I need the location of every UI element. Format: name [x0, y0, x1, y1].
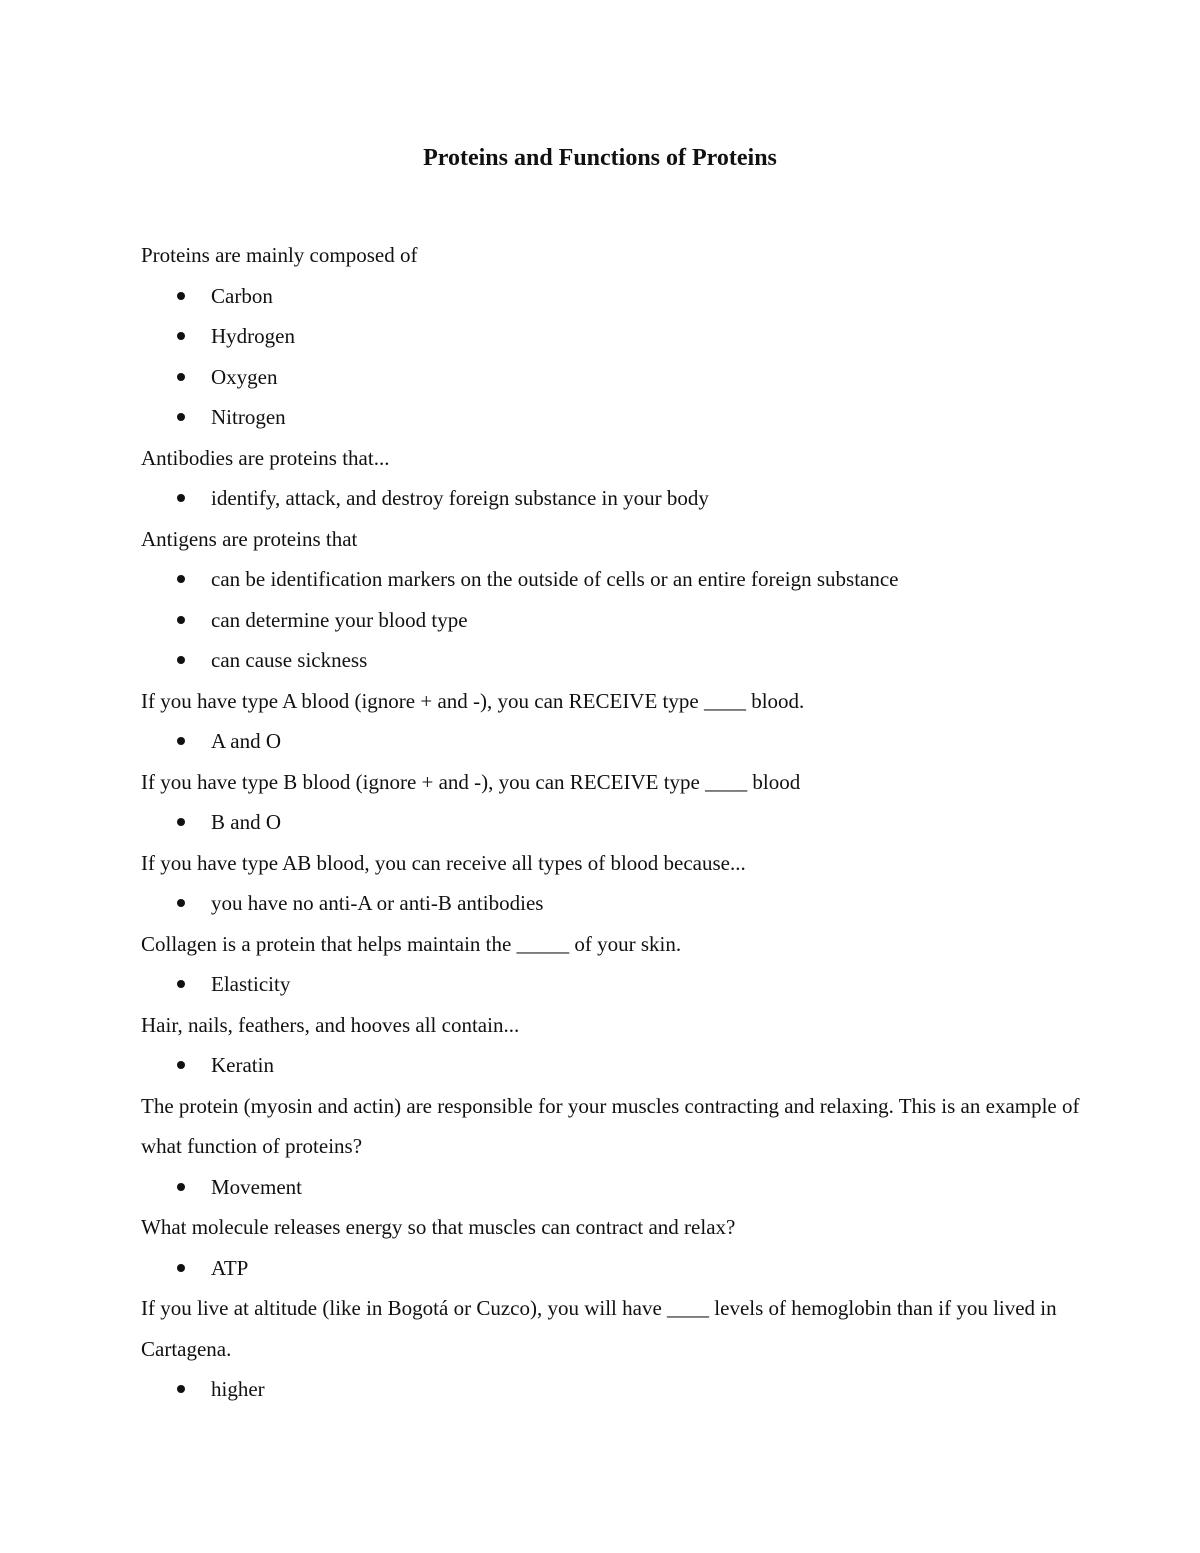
answer-item: [141, 1248, 1081, 1289]
answer-item: [141, 316, 1081, 357]
answer-item: [141, 721, 1081, 762]
answer-list: [141, 1369, 1081, 1410]
answer-text: Nitrogen: [211, 405, 286, 429]
bullet-icon: [177, 575, 185, 583]
answer-text: A and O: [211, 729, 281, 753]
answer-item: [141, 640, 1081, 681]
question-text: Collagen is a protein that helps maintain the _____ of your skin.: [141, 931, 682, 956]
question-text: If you have type A blood (ignore + and -), you can RECEIVE type ____ blood.: [141, 688, 805, 713]
answer-item: [141, 600, 1081, 641]
answer-item: [141, 883, 1081, 924]
bullet-icon: [177, 737, 185, 745]
answer-list: [141, 1248, 1081, 1289]
answer-text: Oxygen: [211, 364, 278, 389]
answer-text: can determine your blood type: [211, 607, 468, 632]
answer-item: [141, 1369, 1081, 1410]
answer-text: can cause sickness: [211, 648, 368, 672]
answer-list: [141, 478, 1081, 519]
answer-item: [141, 1167, 1081, 1208]
answer-list: [141, 1045, 1081, 1086]
answer-text: ATP: [211, 1255, 249, 1280]
bullet-icon: [177, 292, 185, 300]
document-body: [141, 235, 1081, 1410]
answer-item: [141, 276, 1081, 317]
answer-list: [141, 883, 1081, 924]
bullet-icon: [177, 1385, 185, 1393]
answer-item: [141, 397, 1081, 438]
bullet-icon: [177, 980, 185, 988]
answer-text: Movement: [211, 1174, 302, 1199]
answer-text: B and O: [211, 810, 281, 834]
bullet-icon: [177, 413, 185, 421]
document-title: Proteins and Functions of Proteins: [423, 145, 777, 171]
question-text: Proteins are mainly composed of: [141, 243, 418, 267]
answer-list: [141, 1167, 1081, 1208]
answer-text: can be identification markers on the outside of cells or an entire foreign substance: [211, 567, 899, 591]
answer-item: [141, 1045, 1081, 1086]
bullet-icon: [177, 656, 185, 664]
answer-list: [141, 721, 1081, 762]
question-text: Antibodies are proteins that...: [141, 445, 390, 470]
bullet-icon: [177, 494, 185, 502]
question-text: Antigens are proteins that: [141, 526, 358, 551]
answer-item: [141, 559, 1081, 600]
answer-item: [141, 357, 1081, 398]
answer-text: higher: [211, 1377, 265, 1401]
answer-text: Hydrogen: [211, 324, 295, 348]
bullet-icon: [177, 818, 185, 826]
answer-text: identify, attack, and destroy foreign substance in your body: [211, 486, 709, 510]
answer-text: Elasticity: [211, 972, 291, 996]
bullet-icon: [177, 616, 185, 624]
answer-item: [141, 964, 1081, 1005]
question-text: The protein (myosin and actin) are responsible for your muscles contracting and relaxing. This is an example of what function of proteins?: [141, 1093, 1080, 1158]
bullet-icon: [177, 1061, 185, 1069]
question-text: What molecule releases energy so that muscles can contract and relax?: [141, 1215, 736, 1239]
answer-list: [141, 964, 1081, 1005]
answer-item: [141, 802, 1081, 843]
answer-item: [141, 478, 1081, 519]
bullet-icon: [177, 332, 185, 340]
answer-text: Keratin: [211, 1053, 274, 1077]
bullet-icon: [177, 373, 185, 381]
answer-text: Carbon: [211, 283, 273, 308]
bullet-icon: [177, 1183, 185, 1191]
bullet-icon: [177, 899, 185, 907]
answer-list: [141, 802, 1081, 843]
answer-text: you have no anti-A or anti-B antibodies: [211, 891, 544, 915]
question-text: If you have type AB blood, you can receive all types of blood because...: [141, 850, 746, 875]
answer-list: [141, 559, 1081, 681]
question-text: Hair, nails, feathers, and hooves all contain...: [141, 1012, 520, 1037]
question-text: If you have type B blood (ignore + and -), you can RECEIVE type ____ blood: [141, 769, 801, 794]
answer-list: [141, 276, 1081, 438]
question-text: If you live at altitude (like in Bogotá or Cuzco), you will have ____ levels of hemoglobin than if you lived in Cartagena.: [141, 1296, 1057, 1361]
bullet-icon: [177, 1264, 185, 1272]
